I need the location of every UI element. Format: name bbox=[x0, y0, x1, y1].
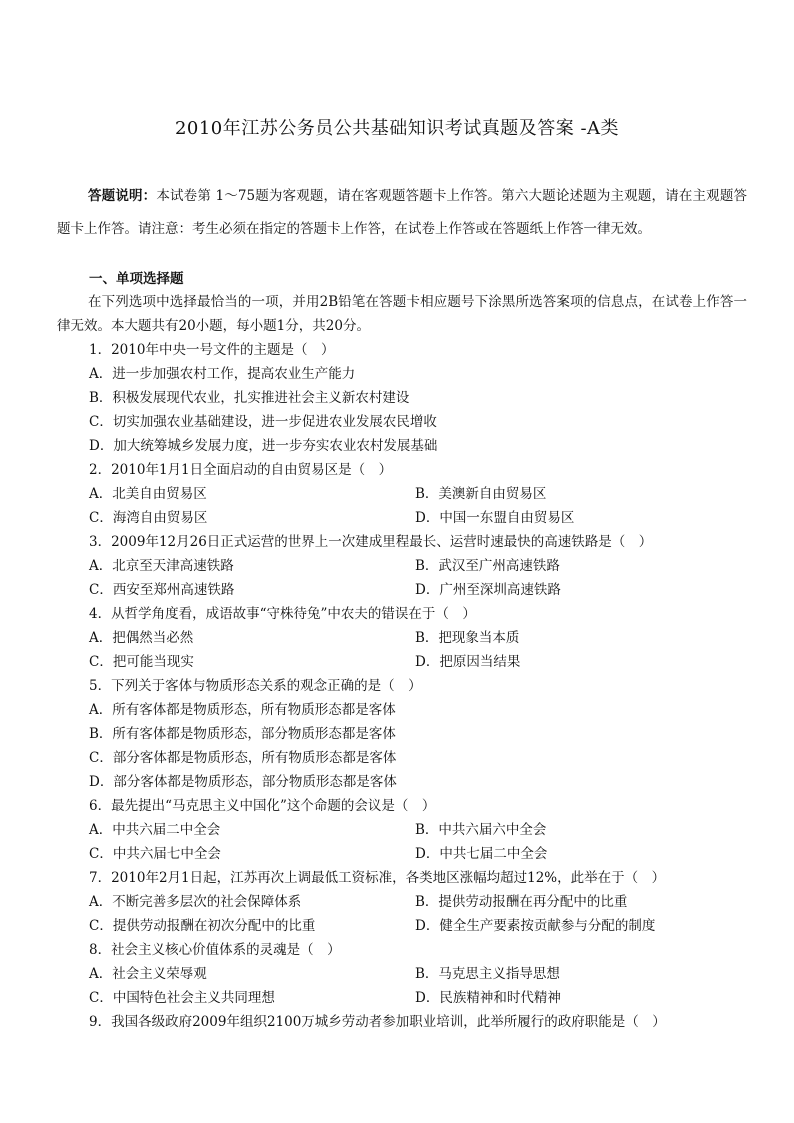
answer-option: C．提供劳动报酬在初次分配中的比重 bbox=[89, 918, 316, 934]
answer-option: A．把偶然当必然 bbox=[89, 630, 194, 646]
answer-option: B．把现象当本质 bbox=[415, 630, 520, 646]
answer-option: D．部分客体都是物质形态，部分物质形态都是客体 bbox=[89, 774, 397, 790]
answer-option: C．中共六届七中全会 bbox=[89, 846, 221, 862]
answer-option: A．所有客体都是物质形态，所有物质形态都是客体 bbox=[89, 702, 396, 718]
answer-option: B．马克思主义指导思想 bbox=[415, 966, 560, 982]
answer-option-row bbox=[89, 650, 759, 674]
answer-option-row bbox=[89, 506, 759, 530]
answer-option-row bbox=[89, 890, 759, 914]
answer-option: A．不断完善多层次的社会保障体系 bbox=[89, 894, 302, 910]
answer-option: B．积极发展现代农业，扎实推进社会主义新农村建设 bbox=[89, 390, 410, 406]
answer-option: B．所有客体都是物质形态，部分物质形态都是客体 bbox=[89, 726, 396, 742]
answer-option: A．北京至天津高速铁路 bbox=[89, 558, 234, 574]
answer-option-row bbox=[89, 578, 759, 602]
answer-option: B．中共六届六中全会 bbox=[415, 822, 547, 838]
question-stem: 5．下列关于客体与物质形态关系的观念正确的是（ ） bbox=[89, 678, 422, 694]
answer-option-row bbox=[89, 554, 759, 578]
answer-option: C．把可能当现实 bbox=[89, 654, 194, 670]
question-stem: 2．2010年1月1日全面启动的自由贸易区是（ ） bbox=[89, 462, 393, 478]
question-stem: 1．2010年中央一号文件的主题是（ ） bbox=[89, 342, 335, 358]
question-stem: 8．社会主义核心价值体系的灵魂是（ ） bbox=[89, 942, 341, 958]
answer-option: D．中共七届二中全会 bbox=[415, 846, 548, 862]
question-stem: 9．我国各级政府2009年组织2100万城乡劳动者参加职业培训，此举所履行的政府职能是（ ） bbox=[89, 1014, 666, 1030]
answer-option: B．美澳新自由贸易区 bbox=[415, 486, 547, 502]
answer-option: A．进一步加强农村工作，提高农业生产能力 bbox=[89, 366, 356, 382]
instructions-label: 答题说明： bbox=[88, 188, 157, 204]
answer-option: D．民族精神和时代精神 bbox=[415, 990, 561, 1006]
answer-option: B．提供劳动报酬在再分配中的比重 bbox=[415, 894, 628, 910]
section-title: 一、单项选择题 bbox=[89, 271, 184, 287]
answer-option-row bbox=[89, 626, 759, 650]
answer-option: D．加大统筹城乡发展力度，进一步夯实农业农村发展基础 bbox=[89, 438, 438, 454]
answer-option-row bbox=[89, 818, 759, 842]
answer-option: A．中共六届二中全会 bbox=[89, 822, 221, 838]
answer-option-row bbox=[89, 914, 759, 938]
answer-option: A．社会主义荣辱观 bbox=[89, 966, 207, 982]
answer-option: A．北美自由贸易区 bbox=[89, 486, 207, 502]
answer-option: C．海湾自由贸易区 bbox=[89, 510, 208, 526]
answer-option: C．切实加强农业基础建设，进一步促进农业发展农民增收 bbox=[89, 414, 437, 430]
answer-option-row bbox=[89, 986, 759, 1010]
question-stem: 7．2010年2月1日起，江苏再次上调最低工资标准，各类地区涨幅均超过12%，此举在于（ ） bbox=[89, 870, 666, 886]
answer-option: D．中国一东盟自由贸易区 bbox=[415, 510, 575, 526]
answer-instructions bbox=[57, 180, 747, 246]
answer-option: D．把原因当结果 bbox=[415, 654, 521, 670]
section-intro: 在下列选项中选择最恰当的一项，并用2B铅笔在答题卡相应题号下涂黑所选答案项的信息点，在试卷上作答一律无效。本大题共有20小题，每小题1分，共20分。 bbox=[57, 294, 747, 334]
answer-option-row bbox=[89, 962, 759, 986]
answer-option: D．广州至深圳高速铁路 bbox=[415, 582, 561, 598]
question-stem: 3．2009年12月26日正式运营的世界上一次建成里程最长、运营时速最快的高速铁路是（ ） bbox=[89, 534, 653, 550]
question-list bbox=[89, 338, 759, 1034]
answer-option-row bbox=[89, 842, 759, 866]
answer-option: C．部分客体都是物质形态，所有物质形态都是客体 bbox=[89, 750, 397, 766]
answer-option-row bbox=[89, 482, 759, 506]
document-title: 2010年江苏公务员公共基础知识考试真题及答案 -A类 bbox=[174, 118, 620, 139]
instructions-text: 本试卷第 1～75题为客观题，请在客观题答题卡上作答。第六大题论述题为主观题，请在主观题答题卡上作答。请注意：考生必须在指定的答题卡上作答，在试卷上作答或在答题纸上作答一律无效。 bbox=[57, 188, 747, 237]
answer-option: C．中国特色社会主义共同理想 bbox=[89, 990, 275, 1006]
question-stem: 4．从哲学角度看，成语故事“守株待兔”中农夫的错误在于（ ） bbox=[89, 606, 476, 622]
answer-option: D．健全生产要素按贡献参与分配的制度 bbox=[415, 918, 656, 934]
answer-option: C．西安至郑州高速铁路 bbox=[89, 582, 235, 598]
answer-option: B．武汉至广州高速铁路 bbox=[415, 558, 560, 574]
question-stem: 6．最先提出“马克思主义中国化”这个命题的会议是（ ） bbox=[89, 798, 436, 814]
